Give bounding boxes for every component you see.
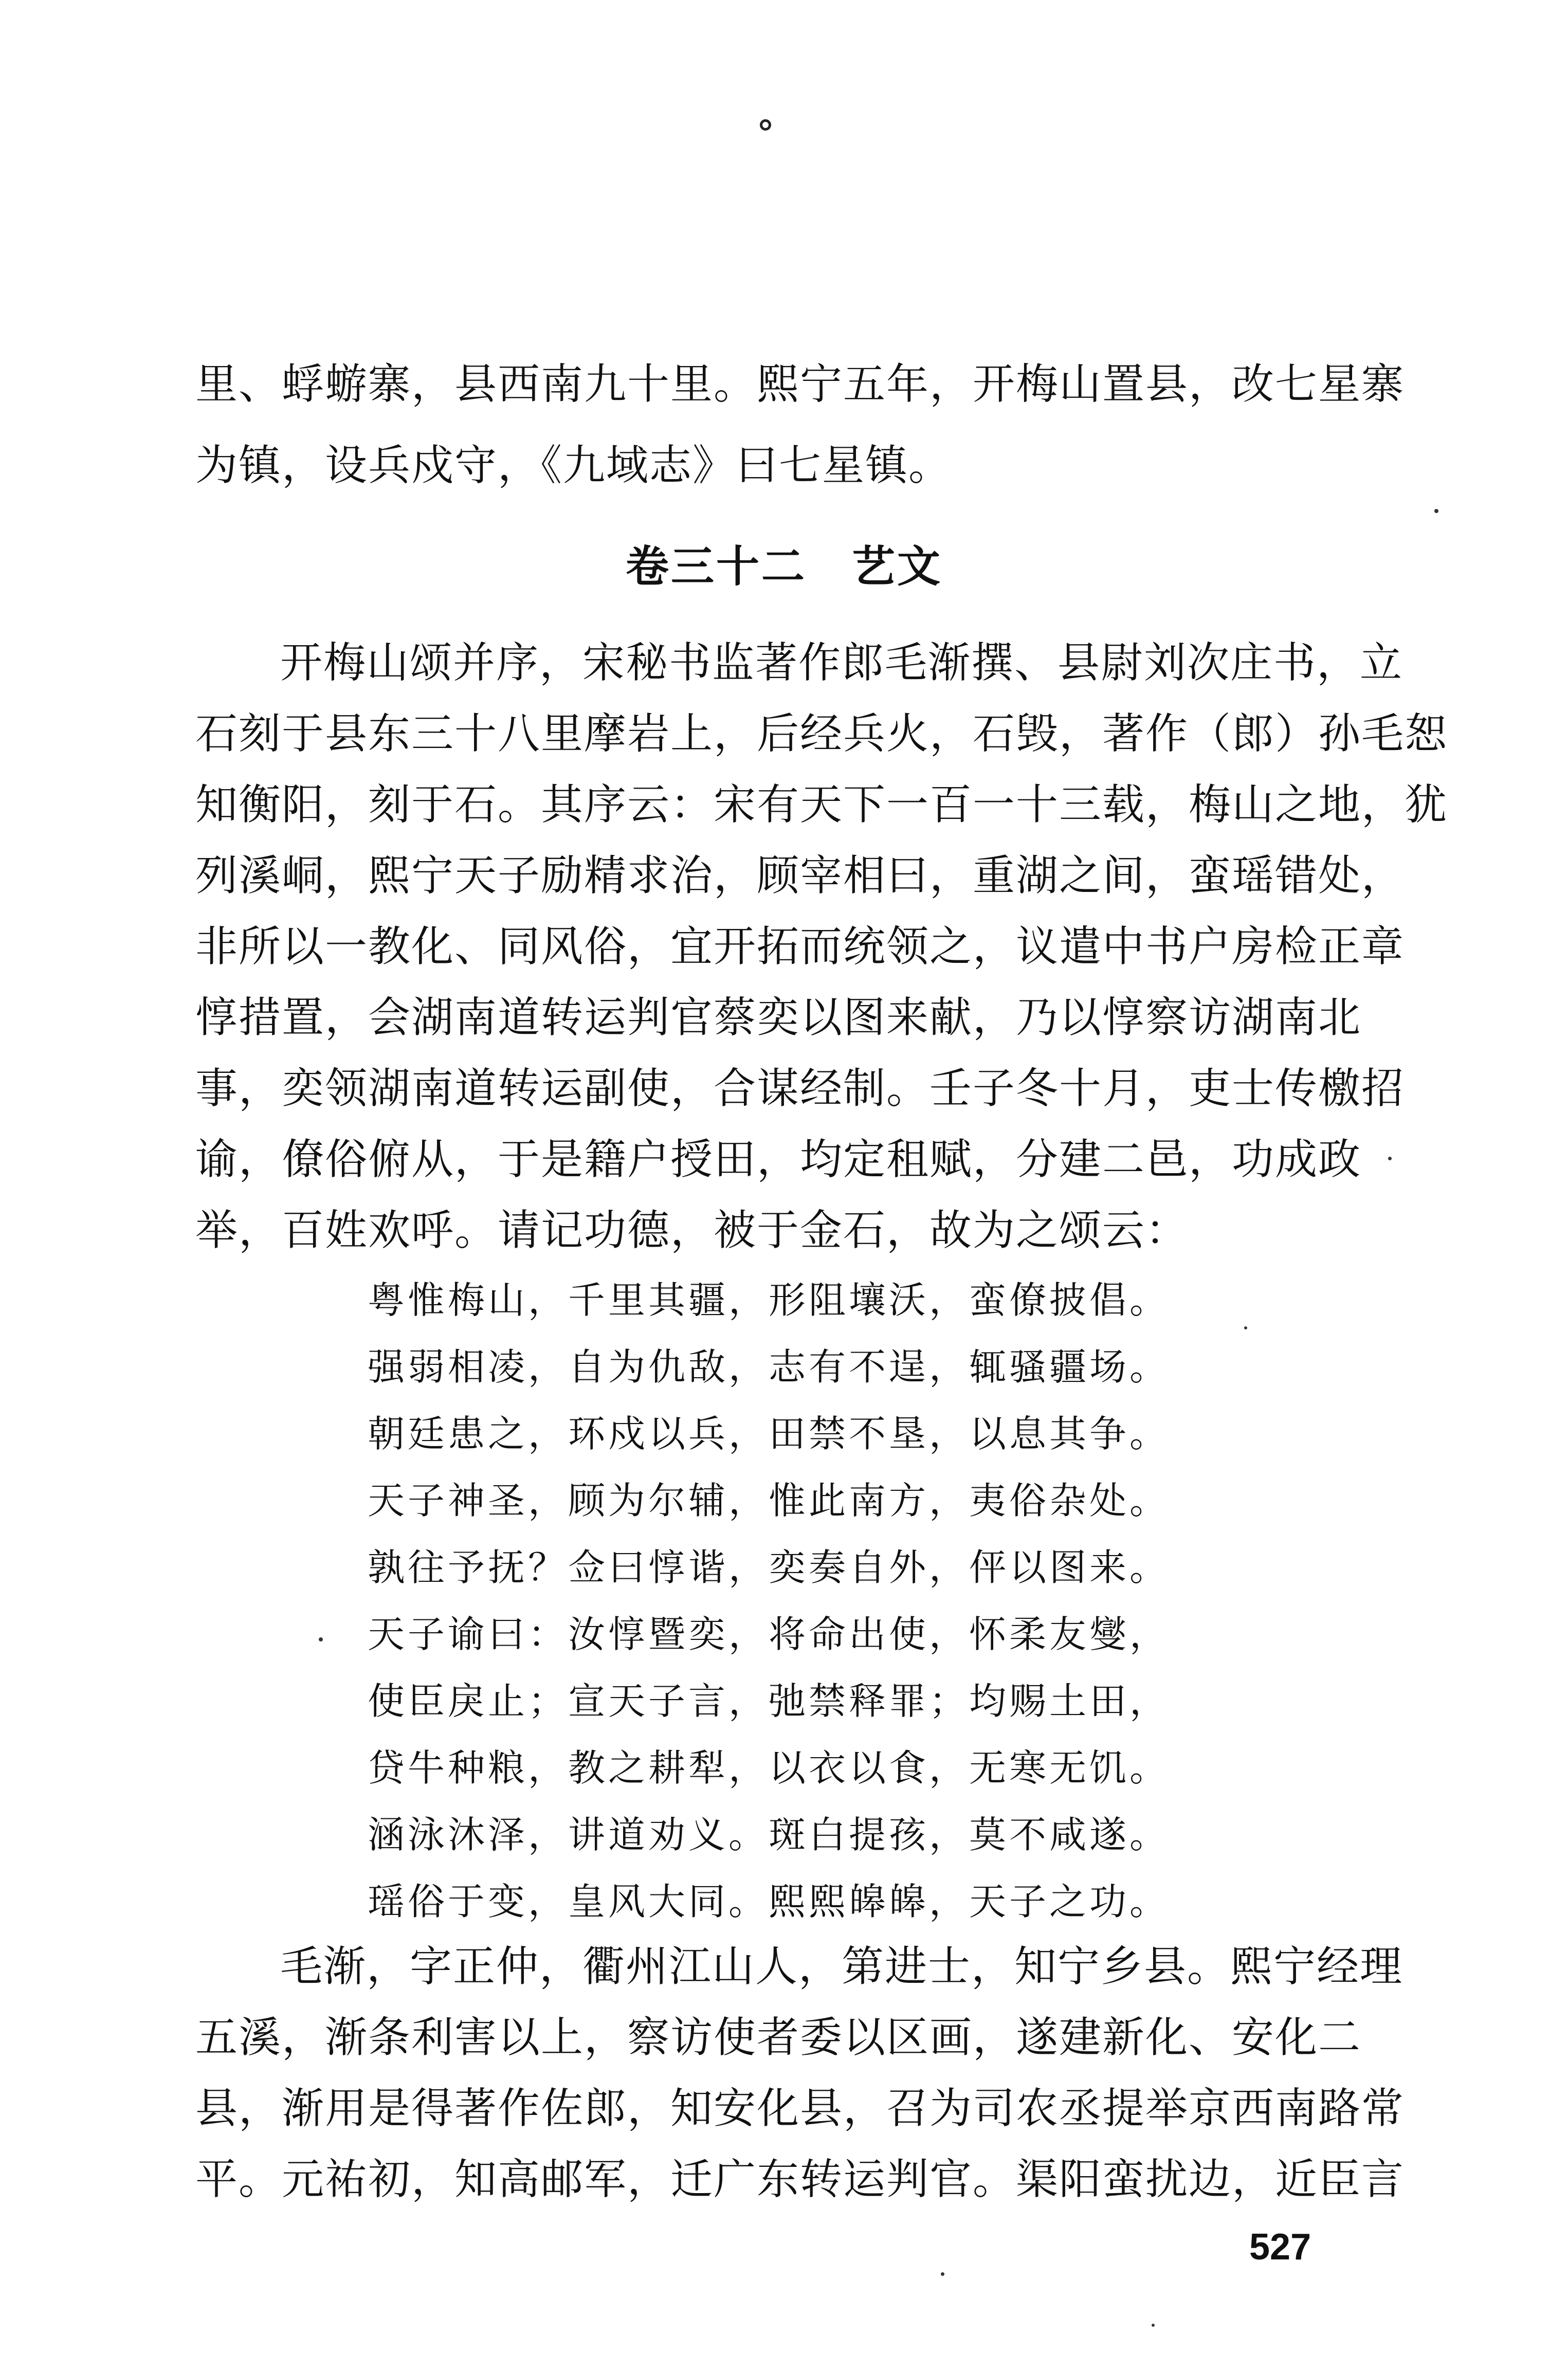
section-title: 卷三十二 艺文: [625, 541, 942, 592]
preface-line: 举，百姓欢呼。请记功德，被于金石，故为之颂云：: [195, 1206, 1189, 1255]
verse-line: 使臣戾止；宣天子言，弛禁释罪；均赐土田，: [368, 1680, 1170, 1723]
closing-line: 五溪，渐条利害以上，察访使者委以区画，遂建新化、安化二: [195, 2013, 1362, 2062]
verse-line: 朝廷患之，环戍以兵，田禁不垦，以息其争。: [368, 1412, 1170, 1455]
closing-line: 平。元祐初，知高邮军，迁广东转运判官。渠阳蛮扰边，近臣言: [195, 2155, 1405, 2204]
intro-line: 为镇，设兵戍守，《九域志》曰七星镇。: [195, 441, 952, 490]
verse-line: 强弱相凌，自为仇敌，志有不逞，辄骚疆场。: [368, 1345, 1170, 1389]
preface-line: 惇措置，会湖南道转运判官蔡奕以图来献，乃以惇察访湖南北: [195, 993, 1362, 1042]
preface-line: 事，奕领湖南道转运副使，合谋经制。壬子冬十月，吏士传檄招: [195, 1064, 1405, 1113]
preface-line: 开梅山颂并序，宋秘书监著作郎毛渐撰、县尉刘次庄书，立: [280, 638, 1403, 687]
preface-line: 石刻于县东三十八里摩岩上，后经兵火，石毁，著作（郎）孙毛恕: [195, 709, 1448, 758]
verse-line: 贷牛种粮，教之耕犁，以衣以食，无寒无饥。: [368, 1746, 1170, 1790]
closing-line: 毛渐，字正仲，衢州江山人，第进士，知宁乡县。熙宁经理: [280, 1942, 1403, 1991]
intro-line: 里、蜉蝣寨，县西南九十里。熙宁五年，开梅山置县，改七星寨: [195, 360, 1405, 409]
verse-line: 涵泳沐泽，讲道劝义。斑白提孩，莫不咸遂。: [368, 1813, 1170, 1856]
verse-line: 天子神圣，顾为尔辅，惟此南方，夷俗杂处。: [368, 1479, 1170, 1522]
preface-line: 列溪峒，熙宁天子励精求治，顾宰相曰，重湖之间，蛮瑶错处，: [195, 851, 1405, 900]
page-number: 527: [1249, 2227, 1311, 2268]
preface-line: 知衡阳，刻于石。其序云：宋有天下一百一十三载，梅山之地，犹: [195, 780, 1448, 829]
verse-line: 天子谕曰：汝惇暨奕，将命出使，怀柔友燮，: [368, 1613, 1170, 1656]
scan-speck: [1244, 1326, 1247, 1329]
scan-speck: [319, 1637, 323, 1641]
scan-speck: [1434, 509, 1438, 513]
verse-line: 瑶俗于变，皇风大同。熙熙皞皞，天子之功。: [368, 1880, 1170, 1923]
preface-line: 非所以一教化、同风俗，宜开拓而统领之，议遣中书户房检正章: [195, 922, 1405, 971]
scan-speck: [1388, 1157, 1392, 1160]
ring-mark-icon: [760, 119, 771, 131]
verse-line: 粤惟梅山，千里其疆，形阻壤沃，蛮僚披倡。: [368, 1279, 1170, 1322]
scan-speck: [1152, 2324, 1155, 2327]
scan-speck: [941, 2272, 944, 2276]
closing-line: 县，渐用是得著作佐郎，知安化县，召为司农丞提举京西南路常: [195, 2084, 1405, 2133]
verse-line: 孰往予抚？佥曰惇谐，奕奏自外，伻以图来。: [368, 1546, 1170, 1589]
preface-line: 谕，僚俗俯从，于是籍户授田，均定租赋，分建二邑，功成政: [195, 1135, 1362, 1184]
